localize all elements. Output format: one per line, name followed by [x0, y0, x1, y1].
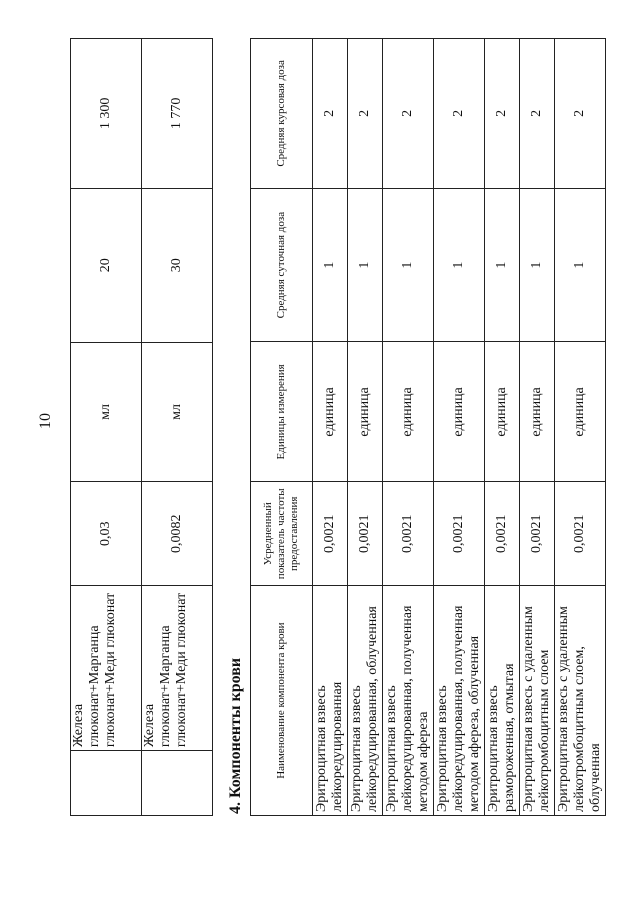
table-header-row — [251, 39, 313, 816]
table-row — [485, 39, 520, 816]
freq-value: 0,0021 — [313, 482, 348, 586]
drug-name: Железа глюконат+Марганца глюконат+Меди глюконат — [71, 586, 142, 751]
course-dose-value: 2 — [520, 39, 555, 189]
daily-dose-value: 1 — [485, 188, 520, 342]
header-freq: Усредненный показатель частоты предоставления — [251, 482, 313, 586]
course-dose-value: 2 — [434, 39, 485, 189]
course-dose-value: 2 — [485, 39, 520, 189]
unit-value: единица — [383, 342, 434, 482]
daily-dose-value: 1 — [520, 188, 555, 342]
component-name: Эритроцитная взвесь с удаленным лейкотромбоцитным слоем — [520, 586, 555, 816]
unit-value: единица — [434, 342, 485, 482]
table-row — [142, 39, 213, 816]
course-dose-value: 1 770 — [142, 39, 213, 189]
unit-value: мл — [71, 342, 142, 482]
header-name: Наименование компонента крови — [251, 586, 313, 816]
header-unit: Единицы измерения — [251, 342, 313, 482]
table-row — [383, 39, 434, 816]
course-dose-value: 2 — [555, 39, 606, 189]
freq-value: 0,0021 — [485, 482, 520, 586]
freq-value: 0,0021 — [383, 482, 434, 586]
table-row — [348, 39, 383, 816]
blood-components-table — [250, 38, 606, 816]
table-row — [555, 39, 606, 816]
course-dose-value: 2 — [348, 39, 383, 189]
unit-value: единица — [485, 342, 520, 482]
header-course: Средняя курсовая доза — [251, 39, 313, 189]
freq-value: 0,0021 — [434, 482, 485, 586]
empty-cell — [71, 751, 142, 816]
component-name: Эритроцитная взвесь лейкоредуцированная, полученная методом афереза — [383, 586, 434, 816]
course-dose-value: 2 — [383, 39, 434, 189]
freq-value: 0,03 — [71, 482, 142, 586]
freq-value: 0,0082 — [142, 482, 213, 586]
component-name: Эритроцитная взвесь размороженная, отмытая — [485, 586, 520, 816]
drug-table-continuation — [70, 38, 213, 816]
course-dose-value: 1 300 — [71, 39, 142, 189]
table-row — [434, 39, 485, 816]
course-dose-value: 2 — [313, 39, 348, 189]
header-daily: Средняя суточная доза — [251, 188, 313, 342]
freq-value: 0,0021 — [555, 482, 606, 586]
unit-value: единица — [520, 342, 555, 482]
unit-value: единица — [313, 342, 348, 482]
drug-name: Железа глюконат+Марганца глюконат+Меди глюконат — [142, 586, 213, 751]
table-row — [520, 39, 555, 816]
freq-value: 0,0021 — [520, 482, 555, 586]
section-title: 4. Компоненты крови — [227, 657, 244, 814]
freq-value: 0,0021 — [348, 482, 383, 586]
daily-dose-value: 1 — [383, 188, 434, 342]
unit-value: мл — [142, 342, 213, 482]
empty-cell — [142, 751, 213, 816]
daily-dose-value: 20 — [71, 188, 142, 342]
daily-dose-value: 1 — [434, 188, 485, 342]
table-row — [313, 39, 348, 816]
daily-dose-value: 1 — [555, 188, 606, 342]
component-name: Эритроцитная взвесь лейкоредуцированная, полученная методом афереза, облученная — [434, 586, 485, 816]
component-name: Эритроцитная взвесь лейкоредуцированная, облученная — [348, 586, 383, 816]
component-name: Эритроцитная взвесь с удаленным лейкотромбоцитным слоем, облученная — [555, 586, 606, 816]
unit-value: единица — [555, 342, 606, 482]
table-row — [71, 39, 142, 816]
component-name: Эритроцитная взвесь лейкоредуцированная — [313, 586, 348, 816]
daily-dose-value: 1 — [348, 188, 383, 342]
page-number: 10 — [37, 413, 54, 429]
daily-dose-value: 1 — [313, 188, 348, 342]
unit-value: единица — [348, 342, 383, 482]
daily-dose-value: 30 — [142, 188, 213, 342]
